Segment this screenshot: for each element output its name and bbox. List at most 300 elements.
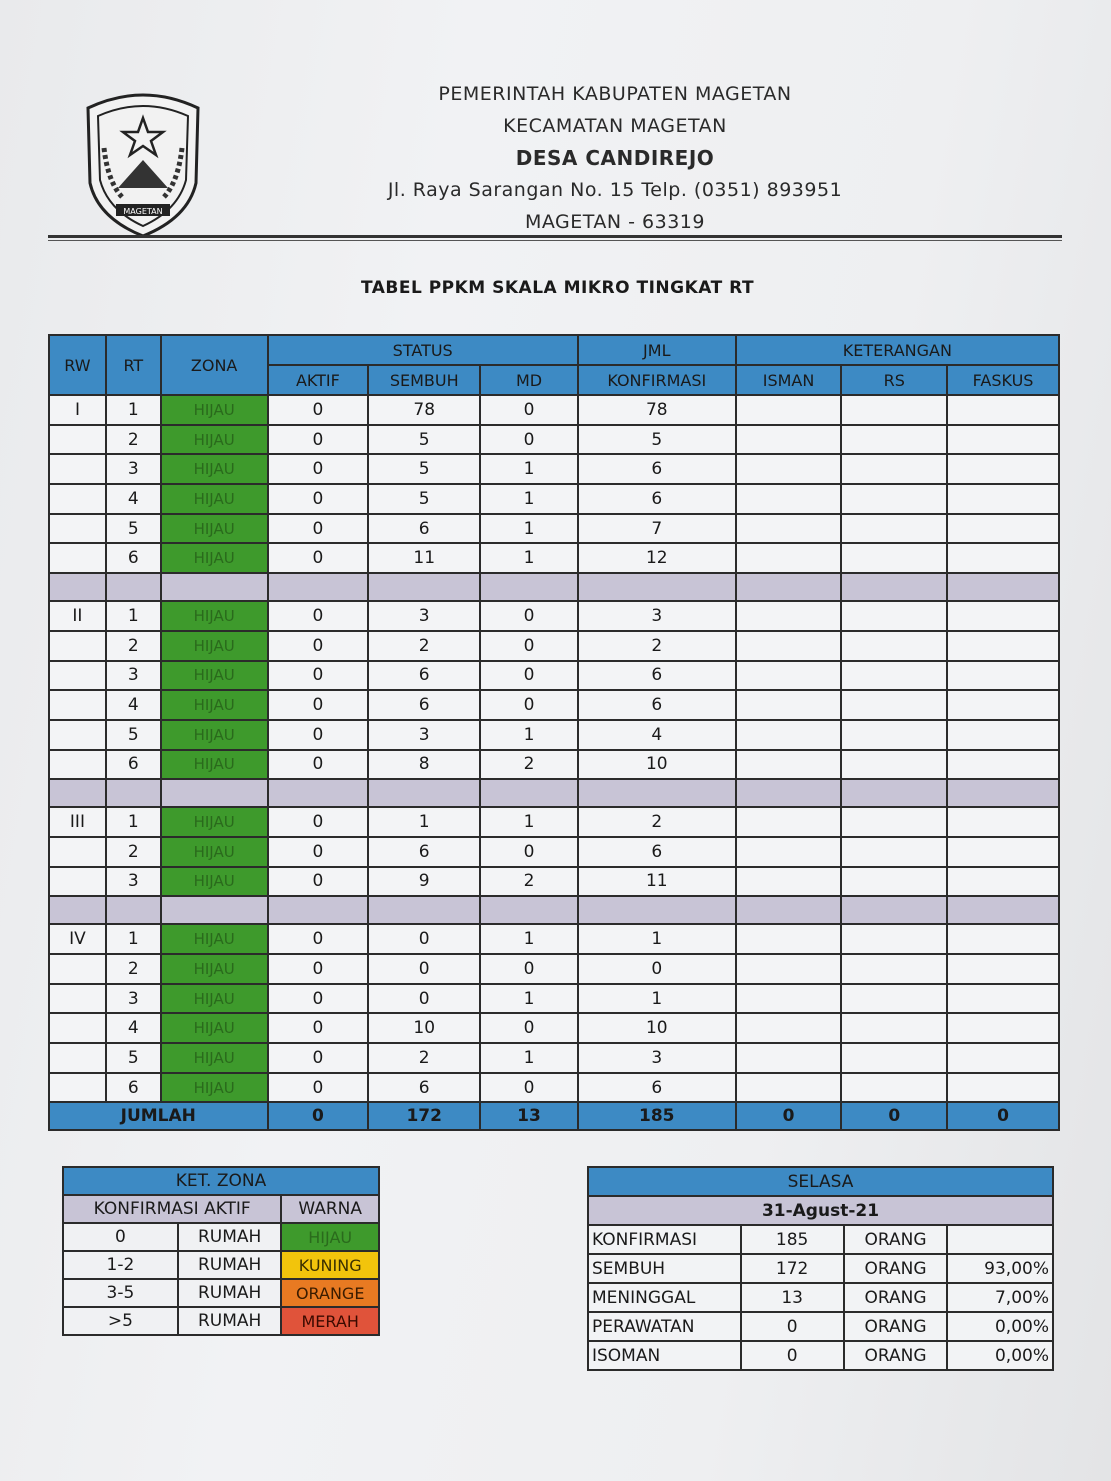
summary-percent: 7,00% — [947, 1283, 1053, 1312]
cell-sembuh: 6 — [368, 1073, 480, 1103]
cell-md: 0 — [480, 395, 578, 425]
cell-md: 0 — [480, 690, 578, 720]
ppkm-table-body — [49, 395, 1059, 1102]
cell-zona: HIJAU — [161, 484, 268, 514]
separator-cell — [841, 779, 947, 807]
cell-md: 0 — [480, 954, 578, 984]
cell-faskus — [947, 454, 1059, 484]
cell-rs — [841, 543, 947, 573]
cell-konfirmasi: 3 — [578, 1043, 736, 1073]
cell-faskus — [947, 425, 1059, 455]
cell-md: 1 — [480, 924, 578, 954]
cell-sembuh: 11 — [368, 543, 480, 573]
zone-unit: RUMAH — [178, 1251, 282, 1279]
separator-cell — [161, 573, 268, 601]
separator-cell — [106, 896, 161, 924]
cell-zona: HIJAU — [161, 514, 268, 544]
cell-aktif: 0 — [268, 807, 369, 837]
zone-unit: RUMAH — [178, 1223, 282, 1251]
cell-rw — [49, 425, 106, 455]
cell-zona: HIJAU — [161, 867, 268, 897]
zone-legend-row — [63, 1223, 379, 1251]
cell-rt: 5 — [106, 1043, 161, 1073]
cell-zona: HIJAU — [161, 837, 268, 867]
header-konfirmasi: KONFIRMASI — [578, 365, 736, 395]
cell-rt: 5 — [106, 720, 161, 750]
table-row — [49, 454, 1059, 484]
separator-cell — [578, 896, 736, 924]
cell-faskus — [947, 601, 1059, 631]
cell-rt: 4 — [106, 690, 161, 720]
cell-md: 0 — [480, 601, 578, 631]
cell-aktif: 0 — [268, 1043, 369, 1073]
header-faskus: FASKUS — [947, 365, 1059, 395]
cell-konfirmasi: 5 — [578, 425, 736, 455]
cell-rw — [49, 484, 106, 514]
cell-rs — [841, 807, 947, 837]
cell-isman — [736, 984, 842, 1014]
cell-konfirmasi: 2 — [578, 807, 736, 837]
table-row — [49, 807, 1059, 837]
table-row — [49, 1073, 1059, 1103]
separator-cell — [947, 779, 1059, 807]
cell-md: 0 — [480, 661, 578, 691]
summary-label: KONFIRMASI — [588, 1225, 741, 1254]
cell-isman — [736, 924, 842, 954]
summary-row — [588, 1283, 1053, 1312]
table-row — [49, 954, 1059, 984]
separator-row — [49, 573, 1059, 601]
cell-rs — [841, 514, 947, 544]
letterhead-line-city: MAGETAN - 63319 — [524, 211, 705, 233]
cell-rw — [49, 1073, 106, 1103]
separator-cell — [841, 573, 947, 601]
cell-faskus — [947, 720, 1059, 750]
cell-aktif: 0 — [268, 1073, 369, 1103]
cell-isman — [736, 631, 842, 661]
separator-cell — [368, 896, 480, 924]
cell-rw — [49, 867, 106, 897]
cell-faskus — [947, 984, 1059, 1014]
separator-cell — [947, 896, 1059, 924]
separator-cell — [368, 573, 480, 601]
cell-rw — [49, 1013, 106, 1043]
cell-rs — [841, 425, 947, 455]
separator-cell — [49, 896, 106, 924]
zone-unit: RUMAH — [178, 1307, 282, 1335]
zone-range: 0 — [63, 1223, 178, 1251]
cell-md: 1 — [480, 720, 578, 750]
separator-cell — [268, 896, 369, 924]
cell-rs — [841, 750, 947, 780]
cell-rs — [841, 837, 947, 867]
cell-aktif: 0 — [268, 924, 369, 954]
cell-rt: 6 — [106, 750, 161, 780]
cell-isman — [736, 1043, 842, 1073]
cell-rt: 2 — [106, 425, 161, 455]
table-row — [49, 514, 1059, 544]
cell-aktif: 0 — [268, 954, 369, 984]
summary-row — [588, 1225, 1053, 1254]
table-row — [49, 425, 1059, 455]
ppkm-table — [48, 334, 1060, 1131]
cell-isman — [736, 454, 842, 484]
cell-md: 0 — [480, 1013, 578, 1043]
summary-value: 0 — [741, 1312, 844, 1341]
cell-rt: 6 — [106, 543, 161, 573]
separator-cell — [368, 779, 480, 807]
cell-sembuh: 0 — [368, 954, 480, 984]
letterhead-divider-thin — [48, 240, 1062, 241]
table-row — [49, 750, 1059, 780]
cell-faskus — [947, 631, 1059, 661]
cell-faskus — [947, 924, 1059, 954]
summary-unit: ORANG — [844, 1312, 948, 1341]
summary-row — [588, 1254, 1053, 1283]
cell-md: 0 — [480, 837, 578, 867]
cell-faskus — [947, 837, 1059, 867]
zone-legend-body — [63, 1223, 379, 1335]
cell-sembuh: 3 — [368, 601, 480, 631]
cell-rs — [841, 954, 947, 984]
summary-table — [587, 1166, 1054, 1371]
letterhead-line-government: PEMERINTAH KABUPATEN MAGETAN — [438, 83, 792, 105]
separator-cell — [480, 573, 578, 601]
zone-legend-col-warna: WARNA — [281, 1195, 379, 1223]
cell-zona: HIJAU — [161, 1013, 268, 1043]
cell-konfirmasi: 6 — [578, 484, 736, 514]
header-aktif: AKTIF — [268, 365, 369, 395]
cell-aktif: 0 — [268, 690, 369, 720]
header-zona: ZONA — [161, 335, 268, 395]
cell-rt: 3 — [106, 984, 161, 1014]
cell-sembuh: 78 — [368, 395, 480, 425]
cell-konfirmasi: 2 — [578, 631, 736, 661]
zone-legend-title: KET. ZONA — [63, 1167, 379, 1195]
zone-color-swatch: ORANGE — [281, 1279, 379, 1307]
cell-rt: 1 — [106, 395, 161, 425]
cell-zona: HIJAU — [161, 631, 268, 661]
header-keterangan: KETERANGAN — [736, 335, 1059, 365]
cell-aktif: 0 — [268, 543, 369, 573]
summary-row — [588, 1341, 1053, 1370]
cell-aktif: 0 — [268, 425, 369, 455]
cell-rw — [49, 690, 106, 720]
cell-rw: II — [49, 601, 106, 631]
cell-rt: 5 — [106, 514, 161, 544]
cell-konfirmasi: 0 — [578, 954, 736, 984]
cell-sembuh: 0 — [368, 924, 480, 954]
zone-legend-row — [63, 1307, 379, 1335]
cell-zona: HIJAU — [161, 1043, 268, 1073]
cell-faskus — [947, 750, 1059, 780]
summary-unit: ORANG — [844, 1225, 948, 1254]
cell-md: 1 — [480, 543, 578, 573]
cell-rw — [49, 631, 106, 661]
cell-sembuh: 5 — [368, 484, 480, 514]
cell-zona: HIJAU — [161, 720, 268, 750]
header-md: MD — [480, 365, 578, 395]
cell-rs — [841, 690, 947, 720]
cell-isman — [736, 395, 842, 425]
summary-date: 31-Agust-21 — [588, 1196, 1053, 1225]
separator-cell — [736, 896, 842, 924]
cell-isman — [736, 837, 842, 867]
cell-md: 1 — [480, 984, 578, 1014]
separator-cell — [736, 779, 842, 807]
separator-cell — [49, 779, 106, 807]
total-row — [49, 1102, 1059, 1130]
cell-faskus — [947, 1043, 1059, 1073]
cell-rs — [841, 924, 947, 954]
separator-cell — [947, 573, 1059, 601]
cell-isman — [736, 514, 842, 544]
cell-md: 1 — [480, 514, 578, 544]
cell-aktif: 0 — [268, 720, 369, 750]
table-row — [49, 601, 1059, 631]
cell-rs — [841, 867, 947, 897]
summary-percent — [947, 1225, 1053, 1254]
zone-range: 1-2 — [63, 1251, 178, 1279]
cell-rt: 3 — [106, 661, 161, 691]
cell-zona: HIJAU — [161, 601, 268, 631]
cell-sembuh: 6 — [368, 514, 480, 544]
cell-faskus — [947, 543, 1059, 573]
cell-sembuh: 10 — [368, 1013, 480, 1043]
cell-isman — [736, 425, 842, 455]
table-row — [49, 1013, 1059, 1043]
cell-md: 1 — [480, 807, 578, 837]
summary-value: 13 — [741, 1283, 844, 1312]
separator-row — [49, 896, 1059, 924]
letterhead-line-village: DESA CANDIREJO — [515, 146, 715, 170]
summary-label: PERAWATAN — [588, 1312, 741, 1341]
cell-konfirmasi: 4 — [578, 720, 736, 750]
cell-rt: 2 — [106, 631, 161, 661]
header-status: STATUS — [268, 335, 578, 365]
cell-rw: I — [49, 395, 106, 425]
cell-sembuh: 0 — [368, 984, 480, 1014]
table-row — [49, 720, 1059, 750]
cell-rw — [49, 750, 106, 780]
header-rt: RT — [106, 335, 161, 395]
cell-rw — [49, 661, 106, 691]
cell-md: 0 — [480, 425, 578, 455]
summary-percent: 0,00% — [947, 1341, 1053, 1370]
zone-color-swatch: HIJAU — [281, 1223, 379, 1251]
cell-md: 1 — [480, 454, 578, 484]
cell-rs — [841, 1013, 947, 1043]
cell-zona: HIJAU — [161, 543, 268, 573]
total-rs: 0 — [841, 1102, 947, 1130]
cell-konfirmasi: 6 — [578, 454, 736, 484]
cell-faskus — [947, 514, 1059, 544]
cell-rt: 3 — [106, 867, 161, 897]
table-row — [49, 867, 1059, 897]
cell-rw: IV — [49, 924, 106, 954]
summary-unit: ORANG — [844, 1254, 948, 1283]
summary-unit: ORANG — [844, 1283, 948, 1312]
zone-range: 3-5 — [63, 1279, 178, 1307]
cell-rt: 1 — [106, 601, 161, 631]
cell-rs — [841, 631, 947, 661]
total-isman: 0 — [736, 1102, 842, 1130]
document-title: TABEL PPKM SKALA MIKRO TINGKAT RT — [360, 278, 755, 298]
cell-sembuh: 9 — [368, 867, 480, 897]
separator-cell — [161, 896, 268, 924]
zone-legend-row — [63, 1251, 379, 1279]
cell-aktif: 0 — [268, 601, 369, 631]
cell-isman — [736, 1013, 842, 1043]
cell-aktif: 0 — [268, 454, 369, 484]
separator-cell — [578, 573, 736, 601]
cell-rw — [49, 514, 106, 544]
cell-konfirmasi: 3 — [578, 601, 736, 631]
cell-konfirmasi: 12 — [578, 543, 736, 573]
table-row — [49, 924, 1059, 954]
cell-faskus — [947, 484, 1059, 514]
separator-cell — [480, 896, 578, 924]
separator-cell — [268, 779, 369, 807]
table-row — [49, 837, 1059, 867]
cell-zona: HIJAU — [161, 750, 268, 780]
cell-rs — [841, 661, 947, 691]
separator-cell — [106, 779, 161, 807]
table-row — [49, 984, 1059, 1014]
cell-rs — [841, 454, 947, 484]
cell-konfirmasi: 6 — [578, 690, 736, 720]
cell-aktif: 0 — [268, 984, 369, 1014]
cell-sembuh: 8 — [368, 750, 480, 780]
cell-isman — [736, 543, 842, 573]
separator-cell — [578, 779, 736, 807]
cell-rw — [49, 954, 106, 984]
cell-konfirmasi: 78 — [578, 395, 736, 425]
total-aktif: 0 — [268, 1102, 369, 1130]
cell-isman — [736, 484, 842, 514]
summary-percent: 93,00% — [947, 1254, 1053, 1283]
cell-rt: 4 — [106, 484, 161, 514]
cell-zona: HIJAU — [161, 1073, 268, 1103]
cell-md: 1 — [480, 1043, 578, 1073]
cell-faskus — [947, 954, 1059, 984]
cell-rs — [841, 984, 947, 1014]
cell-konfirmasi: 11 — [578, 867, 736, 897]
cell-isman — [736, 661, 842, 691]
cell-rs — [841, 601, 947, 631]
cell-aktif: 0 — [268, 1013, 369, 1043]
cell-zona: HIJAU — [161, 807, 268, 837]
cell-md: 2 — [480, 867, 578, 897]
cell-isman — [736, 690, 842, 720]
cell-aktif: 0 — [268, 631, 369, 661]
zone-legend-row — [63, 1279, 379, 1307]
cell-sembuh: 6 — [368, 690, 480, 720]
separator-row — [49, 779, 1059, 807]
separator-cell — [106, 573, 161, 601]
zone-color-swatch: MERAH — [281, 1307, 379, 1335]
cell-isman — [736, 720, 842, 750]
summary-value: 0 — [741, 1341, 844, 1370]
cell-zona: HIJAU — [161, 661, 268, 691]
table-row — [49, 395, 1059, 425]
cell-rs — [841, 1043, 947, 1073]
cell-sembuh: 1 — [368, 807, 480, 837]
cell-md: 0 — [480, 1073, 578, 1103]
cell-isman — [736, 807, 842, 837]
total-konfirmasi: 185 — [578, 1102, 736, 1130]
cell-md: 0 — [480, 631, 578, 661]
total-sembuh: 172 — [368, 1102, 480, 1130]
letterhead — [0, 70, 1111, 250]
cell-sembuh: 2 — [368, 631, 480, 661]
zone-legend-table — [62, 1166, 380, 1336]
summary-value: 185 — [741, 1225, 844, 1254]
cell-rw — [49, 1043, 106, 1073]
cell-konfirmasi: 6 — [578, 661, 736, 691]
cell-aktif: 0 — [268, 395, 369, 425]
cell-rw — [49, 720, 106, 750]
cell-faskus — [947, 867, 1059, 897]
cell-aktif: 0 — [268, 514, 369, 544]
cell-konfirmasi: 1 — [578, 924, 736, 954]
letterhead-line-address: Jl. Raya Sarangan No. 15 Telp. (0351) 893951 — [387, 179, 843, 201]
cell-faskus — [947, 1013, 1059, 1043]
cell-zona: HIJAU — [161, 425, 268, 455]
cell-rt: 2 — [106, 954, 161, 984]
cell-isman — [736, 954, 842, 984]
separator-cell — [736, 573, 842, 601]
cell-zona: HIJAU — [161, 395, 268, 425]
table-row — [49, 661, 1059, 691]
cell-faskus — [947, 1073, 1059, 1103]
zone-color-swatch: KUNING — [281, 1251, 379, 1279]
magetan-emblem-icon — [78, 88, 208, 238]
cell-sembuh: 3 — [368, 720, 480, 750]
cell-isman — [736, 601, 842, 631]
cell-faskus — [947, 661, 1059, 691]
summary-label: SEMBUH — [588, 1254, 741, 1283]
cell-faskus — [947, 395, 1059, 425]
separator-cell — [841, 896, 947, 924]
cell-rt: 6 — [106, 1073, 161, 1103]
cell-rt: 4 — [106, 1013, 161, 1043]
cell-zona: HIJAU — [161, 954, 268, 984]
cell-sembuh: 5 — [368, 425, 480, 455]
cell-zona: HIJAU — [161, 690, 268, 720]
cell-faskus — [947, 807, 1059, 837]
cell-konfirmasi: 6 — [578, 1073, 736, 1103]
cell-isman — [736, 867, 842, 897]
emblem-label: MAGETAN — [123, 207, 163, 216]
separator-cell — [480, 779, 578, 807]
summary-body — [588, 1225, 1053, 1370]
cell-rw: III — [49, 807, 106, 837]
cell-rs — [841, 395, 947, 425]
cell-rs — [841, 1073, 947, 1103]
cell-aktif: 0 — [268, 484, 369, 514]
zone-range: >5 — [63, 1307, 178, 1335]
table-row — [49, 690, 1059, 720]
total-md: 13 — [480, 1102, 578, 1130]
cell-faskus — [947, 690, 1059, 720]
total-faskus: 0 — [947, 1102, 1059, 1130]
header-rs: RS — [841, 365, 947, 395]
header-rw: RW — [49, 335, 106, 395]
cell-rw — [49, 454, 106, 484]
summary-row — [588, 1312, 1053, 1341]
table-row — [49, 484, 1059, 514]
